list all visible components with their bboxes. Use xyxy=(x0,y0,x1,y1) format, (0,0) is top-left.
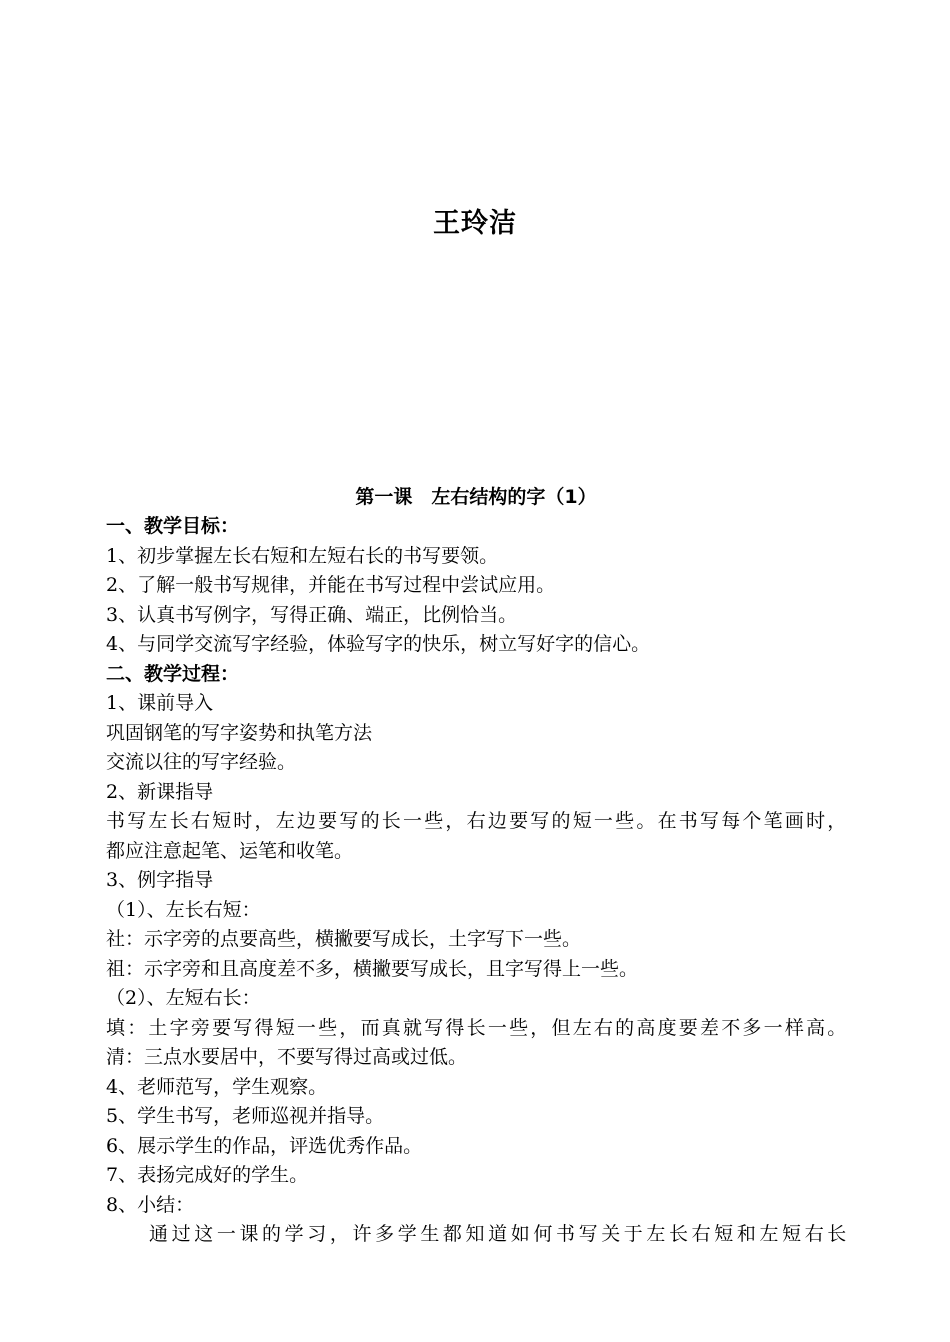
goal-item: 3、认真书写例字，写得正确、端正，比例恰当。 xyxy=(106,603,518,626)
goal-item: 4、与同学交流写字经验，体验写字的快乐，树立写好字的信心。 xyxy=(106,633,651,655)
lesson-plan xyxy=(106,483,846,1250)
process-line: 6、展示学生的作品，评选优秀作品。 xyxy=(106,1134,423,1157)
process-line: 2、新课指导 xyxy=(106,780,214,803)
process-line: 7、表扬完成好的学生。 xyxy=(106,1164,309,1186)
process-line: 社：示字旁的点要高些，横撇要写成长，土字写下一些。 xyxy=(106,928,582,950)
process-line: 3、例字指导 xyxy=(106,869,214,891)
process-line: （2）、左短右长： xyxy=(106,987,261,1009)
process-line: 交流以往的写字经验。 xyxy=(106,751,297,773)
summary-paragraph: 通过这一课的学习，许多学生都知道如何书写关于左长右短和左短右长 xyxy=(149,1223,846,1245)
process-line: 清：三点水要居中，不要写得过高或过低。 xyxy=(106,1046,468,1068)
process-line: 巩固钢笔的写字姿势和执笔方法 xyxy=(106,721,373,744)
process-heading: 二、教学过程： xyxy=(106,662,240,685)
process-line: 书写左长右短时，左边要写的长一些，右边要写的短一些。在书写每个笔画时， xyxy=(106,810,846,832)
process-line: （1）、左长右短： xyxy=(106,898,261,921)
goals-heading: 一、教学目标： xyxy=(106,515,240,537)
goal-item: 2、了解一般书写规律，并能在书写过程中尝试应用。 xyxy=(106,574,556,596)
goal-item: 1、初步掌握左长右短和左短右长的书写要领。 xyxy=(106,544,499,567)
process-line: 8、小结： xyxy=(106,1193,195,1216)
process-line: 祖：示字旁和且高度差不多，横撇要写成长，且字写得上一些。 xyxy=(106,957,639,980)
process-line: 1、课前导入 xyxy=(106,692,214,714)
process-line: 5、学生书写，老师巡视并指导。 xyxy=(106,1105,385,1127)
process-line: 都应注意起笔、运笔和收笔。 xyxy=(106,839,354,862)
process-line: 4、老师范写，学生观察。 xyxy=(106,1075,328,1098)
process-line: 填：土字旁要写得短一些，而真就写得长一些，但左右的高度要差不多一样高。 xyxy=(106,1016,846,1039)
lesson-title: 第一课 左右结构的字（1） xyxy=(355,486,597,508)
author-name: 王玲洁 xyxy=(433,208,517,239)
